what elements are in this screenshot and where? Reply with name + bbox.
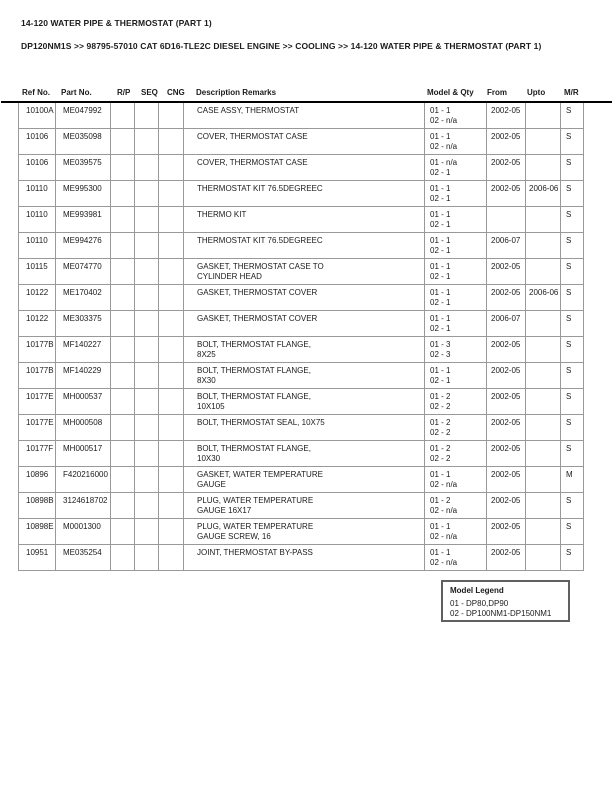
column-header-description: Description Remarks (196, 88, 277, 97)
cell-ref-no: 10110 (19, 181, 56, 206)
cell-cng (159, 129, 184, 154)
cell-from: 2006-07 (487, 311, 526, 336)
column-header-mr: M/R (564, 88, 579, 97)
table-row (19, 519, 584, 545)
cell-ref-no: 10100A (19, 103, 56, 128)
table-row (19, 441, 584, 467)
cell-description: PLUG, WATER TEMPERATURE GAUGE SCREW, 16 (184, 519, 425, 544)
cell-model-qty: 01 - 1 02 - 1 (425, 311, 487, 336)
cell-cng (159, 103, 184, 128)
cell-seq (135, 493, 159, 518)
cell-model-qty: 01 - 1 02 - 1 (425, 181, 487, 206)
cell-rp (111, 311, 135, 336)
table-row (19, 285, 584, 311)
cell-description: BOLT, THERMOSTAT FLANGE, 10X105 (184, 389, 425, 414)
column-header-upto: Upto (527, 88, 546, 97)
cell-description: BOLT, THERMOSTAT SEAL, 10X75 (184, 415, 425, 440)
cell-description: BOLT, THERMOSTAT FLANGE, 10X30 (184, 441, 425, 466)
table-row (19, 129, 584, 155)
cell-upto: 2006-06 (526, 285, 561, 310)
cell-ref-no: 10177E (19, 415, 56, 440)
cell-part-no: ME995300 (56, 181, 111, 206)
cell-description: GASKET, THERMOSTAT CASE TO CYLINDER HEAD (184, 259, 425, 284)
cell-upto (526, 259, 561, 284)
column-header-from: From (487, 88, 507, 97)
cell-from: 2002-05 (487, 545, 526, 570)
cell-description: BOLT, THERMOSTAT FLANGE, 8X30 (184, 363, 425, 388)
cell-mr: S (561, 155, 584, 180)
cell-rp (111, 337, 135, 362)
cell-from: 2002-05 (487, 181, 526, 206)
cell-part-no: MF140227 (56, 337, 111, 362)
cell-cng (159, 259, 184, 284)
cell-model-qty: 01 - 2 02 - n/a (425, 493, 487, 518)
cell-rp (111, 285, 135, 310)
table-row (19, 181, 584, 207)
cell-mr: M (561, 467, 584, 492)
cell-model-qty: 01 - 1 02 - n/a (425, 103, 487, 128)
cell-mr: S (561, 545, 584, 570)
cell-from: 2002-05 (487, 467, 526, 492)
cell-description: GASKET, THERMOSTAT COVER (184, 285, 425, 310)
cell-rp (111, 415, 135, 440)
cell-rp (111, 103, 135, 128)
cell-mr: S (561, 233, 584, 258)
cell-cng (159, 155, 184, 180)
cell-seq (135, 181, 159, 206)
cell-ref-no: 10898B (19, 493, 56, 518)
cell-ref-no: 10177B (19, 363, 56, 388)
cell-seq (135, 519, 159, 544)
table-row (19, 545, 584, 571)
cell-seq (135, 363, 159, 388)
cell-part-no: ME994276 (56, 233, 111, 258)
cell-from: 2002-05 (487, 441, 526, 466)
cell-mr: S (561, 181, 584, 206)
cell-model-qty: 01 - 1 02 - n/a (425, 519, 487, 544)
column-header-model-qty: Model & Qty (427, 88, 474, 97)
cell-ref-no: 10177B (19, 337, 56, 362)
cell-mr: S (561, 259, 584, 284)
cell-part-no: ME074770 (56, 259, 111, 284)
cell-from: 2002-05 (487, 415, 526, 440)
cell-rp (111, 181, 135, 206)
cell-from: 2002-05 (487, 103, 526, 128)
column-header-cng: CNG (167, 88, 185, 97)
cell-description: BOLT, THERMOSTAT FLANGE, 8X25 (184, 337, 425, 362)
cell-model-qty: 01 - 2 02 - 2 (425, 415, 487, 440)
column-header-seq: SEQ (141, 88, 158, 97)
column-header-rp: R/P (117, 88, 131, 97)
cell-cng (159, 207, 184, 232)
cell-seq (135, 311, 159, 336)
cell-mr: S (561, 129, 584, 154)
cell-model-qty: 01 - 2 02 - 2 (425, 389, 487, 414)
cell-rp (111, 467, 135, 492)
cell-ref-no: 10110 (19, 207, 56, 232)
cell-upto (526, 233, 561, 258)
cell-rp (111, 207, 135, 232)
cell-mr: S (561, 441, 584, 466)
cell-mr: S (561, 285, 584, 310)
cell-seq (135, 285, 159, 310)
cell-model-qty: 01 - 3 02 - 3 (425, 337, 487, 362)
cell-seq (135, 207, 159, 232)
cell-from: 2002-05 (487, 519, 526, 544)
cell-upto (526, 363, 561, 388)
cell-from (487, 207, 526, 232)
cell-description: GASKET, THERMOSTAT COVER (184, 311, 425, 336)
cell-rp (111, 545, 135, 570)
cell-upto (526, 207, 561, 232)
cell-from: 2002-05 (487, 493, 526, 518)
cell-description: THERMO KIT (184, 207, 425, 232)
cell-from: 2002-05 (487, 337, 526, 362)
model-legend-item-2: 02 - DP100NM1-DP150NM1 (450, 609, 552, 618)
cell-cng (159, 441, 184, 466)
cell-description: JOINT, THERMOSTAT BY-PASS (184, 545, 425, 570)
cell-rp (111, 233, 135, 258)
table-row (19, 155, 584, 181)
cell-mr: S (561, 363, 584, 388)
cell-model-qty: 01 - 1 02 - n/a (425, 545, 487, 570)
cell-rp (111, 441, 135, 466)
cell-upto (526, 103, 561, 128)
cell-rp (111, 363, 135, 388)
column-header-ref-no: Ref No. (22, 88, 50, 97)
cell-model-qty: 01 - 1 02 - n/a (425, 129, 487, 154)
cell-upto (526, 389, 561, 414)
cell-upto: 2006-06 (526, 181, 561, 206)
cell-part-no: ME035254 (56, 545, 111, 570)
cell-cng (159, 181, 184, 206)
model-legend-title: Model Legend (450, 586, 504, 595)
cell-seq (135, 259, 159, 284)
cell-part-no: MH000508 (56, 415, 111, 440)
cell-mr: S (561, 103, 584, 128)
cell-model-qty: 01 - n/a 02 - 1 (425, 155, 487, 180)
cell-rp (111, 493, 135, 518)
table-column-headers (0, 88, 612, 100)
table-row (19, 493, 584, 519)
cell-mr: S (561, 519, 584, 544)
cell-part-no: MH000537 (56, 389, 111, 414)
cell-seq (135, 155, 159, 180)
table-row (19, 337, 584, 363)
cell-mr: S (561, 493, 584, 518)
cell-from: 2002-05 (487, 285, 526, 310)
cell-rp (111, 389, 135, 414)
cell-part-no: MH000517 (56, 441, 111, 466)
cell-ref-no: 10896 (19, 467, 56, 492)
cell-seq (135, 129, 159, 154)
table-row (19, 207, 584, 233)
cell-upto (526, 129, 561, 154)
cell-from: 2002-05 (487, 155, 526, 180)
cell-cng (159, 337, 184, 362)
cell-seq (135, 467, 159, 492)
cell-upto (526, 155, 561, 180)
cell-description: THERMOSTAT KIT 76.5DEGREEC (184, 181, 425, 206)
cell-seq (135, 103, 159, 128)
cell-model-qty: 01 - 1 02 - 1 (425, 259, 487, 284)
cell-upto (526, 545, 561, 570)
cell-rp (111, 155, 135, 180)
cell-part-no: ME035098 (56, 129, 111, 154)
cell-rp (111, 129, 135, 154)
cell-seq (135, 389, 159, 414)
cell-seq (135, 545, 159, 570)
cell-ref-no: 10951 (19, 545, 56, 570)
cell-model-qty: 01 - 2 02 - 2 (425, 441, 487, 466)
cell-rp (111, 259, 135, 284)
cell-description: GASKET, WATER TEMPERATURE GAUGE (184, 467, 425, 492)
table-row (19, 415, 584, 441)
cell-part-no: ME047992 (56, 103, 111, 128)
cell-cng (159, 415, 184, 440)
cell-from: 2002-05 (487, 129, 526, 154)
cell-mr: S (561, 389, 584, 414)
cell-ref-no: 10898E (19, 519, 56, 544)
cell-description: COVER, THERMOSTAT CASE (184, 155, 425, 180)
cell-part-no: F420216000 (56, 467, 111, 492)
cell-seq (135, 337, 159, 362)
cell-part-no: 3124618702 (56, 493, 111, 518)
table-row (19, 233, 584, 259)
cell-upto (526, 519, 561, 544)
cell-part-no: ME303375 (56, 311, 111, 336)
cell-mr: S (561, 311, 584, 336)
parts-table (18, 103, 584, 571)
cell-part-no: MF140229 (56, 363, 111, 388)
cell-seq (135, 415, 159, 440)
column-header-part-no: Part No. (61, 88, 92, 97)
cell-description: THERMOSTAT KIT 76.5DEGREEC (184, 233, 425, 258)
cell-description: COVER, THERMOSTAT CASE (184, 129, 425, 154)
cell-cng (159, 389, 184, 414)
cell-cng (159, 519, 184, 544)
cell-upto (526, 441, 561, 466)
cell-seq (135, 441, 159, 466)
cell-from: 2002-05 (487, 259, 526, 284)
cell-ref-no: 10177F (19, 441, 56, 466)
table-row (19, 259, 584, 285)
cell-ref-no: 10177E (19, 389, 56, 414)
cell-upto (526, 493, 561, 518)
cell-cng (159, 363, 184, 388)
cell-model-qty: 01 - 1 02 - n/a (425, 467, 487, 492)
cell-model-qty: 01 - 1 02 - 1 (425, 233, 487, 258)
cell-ref-no: 10110 (19, 233, 56, 258)
cell-cng (159, 545, 184, 570)
cell-part-no: M0001300 (56, 519, 111, 544)
cell-description: PLUG, WATER TEMPERATURE GAUGE 16X17 (184, 493, 425, 518)
table-row (19, 311, 584, 337)
cell-description: CASE ASSY, THERMOSTAT (184, 103, 425, 128)
table-row (19, 363, 584, 389)
table-row (19, 389, 584, 415)
cell-part-no: ME993981 (56, 207, 111, 232)
page-title: 14-120 WATER PIPE & THERMOSTAT (PART 1) (21, 18, 212, 28)
cell-model-qty: 01 - 1 02 - 1 (425, 285, 487, 310)
cell-cng (159, 493, 184, 518)
cell-cng (159, 311, 184, 336)
cell-model-qty: 01 - 1 02 - 1 (425, 207, 487, 232)
cell-upto (526, 467, 561, 492)
cell-cng (159, 467, 184, 492)
table-row (19, 467, 584, 493)
cell-seq (135, 233, 159, 258)
cell-upto (526, 337, 561, 362)
cell-upto (526, 311, 561, 336)
cell-upto (526, 415, 561, 440)
model-legend-box (441, 580, 570, 622)
cell-from: 2002-05 (487, 389, 526, 414)
cell-ref-no: 10106 (19, 129, 56, 154)
cell-ref-no: 10106 (19, 155, 56, 180)
cell-model-qty: 01 - 1 02 - 1 (425, 363, 487, 388)
cell-mr: S (561, 207, 584, 232)
cell-from: 2006-07 (487, 233, 526, 258)
cell-ref-no: 10115 (19, 259, 56, 284)
cell-part-no: ME039575 (56, 155, 111, 180)
cell-mr: S (561, 337, 584, 362)
cell-from: 2002-05 (487, 363, 526, 388)
table-row (19, 103, 584, 129)
cell-mr: S (561, 415, 584, 440)
cell-ref-no: 10122 (19, 285, 56, 310)
cell-rp (111, 519, 135, 544)
model-legend-item-1: 01 - DP80,DP90 (450, 599, 509, 608)
cell-cng (159, 285, 184, 310)
cell-cng (159, 233, 184, 258)
cell-part-no: ME170402 (56, 285, 111, 310)
cell-ref-no: 10122 (19, 311, 56, 336)
breadcrumb: DP120NM1S >> 98795-57010 CAT 6D16-TLE2C DIESEL ENGINE >> COOLING >> 14-120 WATER PIPE & THERMOSTAT (PART 1) (21, 41, 542, 51)
